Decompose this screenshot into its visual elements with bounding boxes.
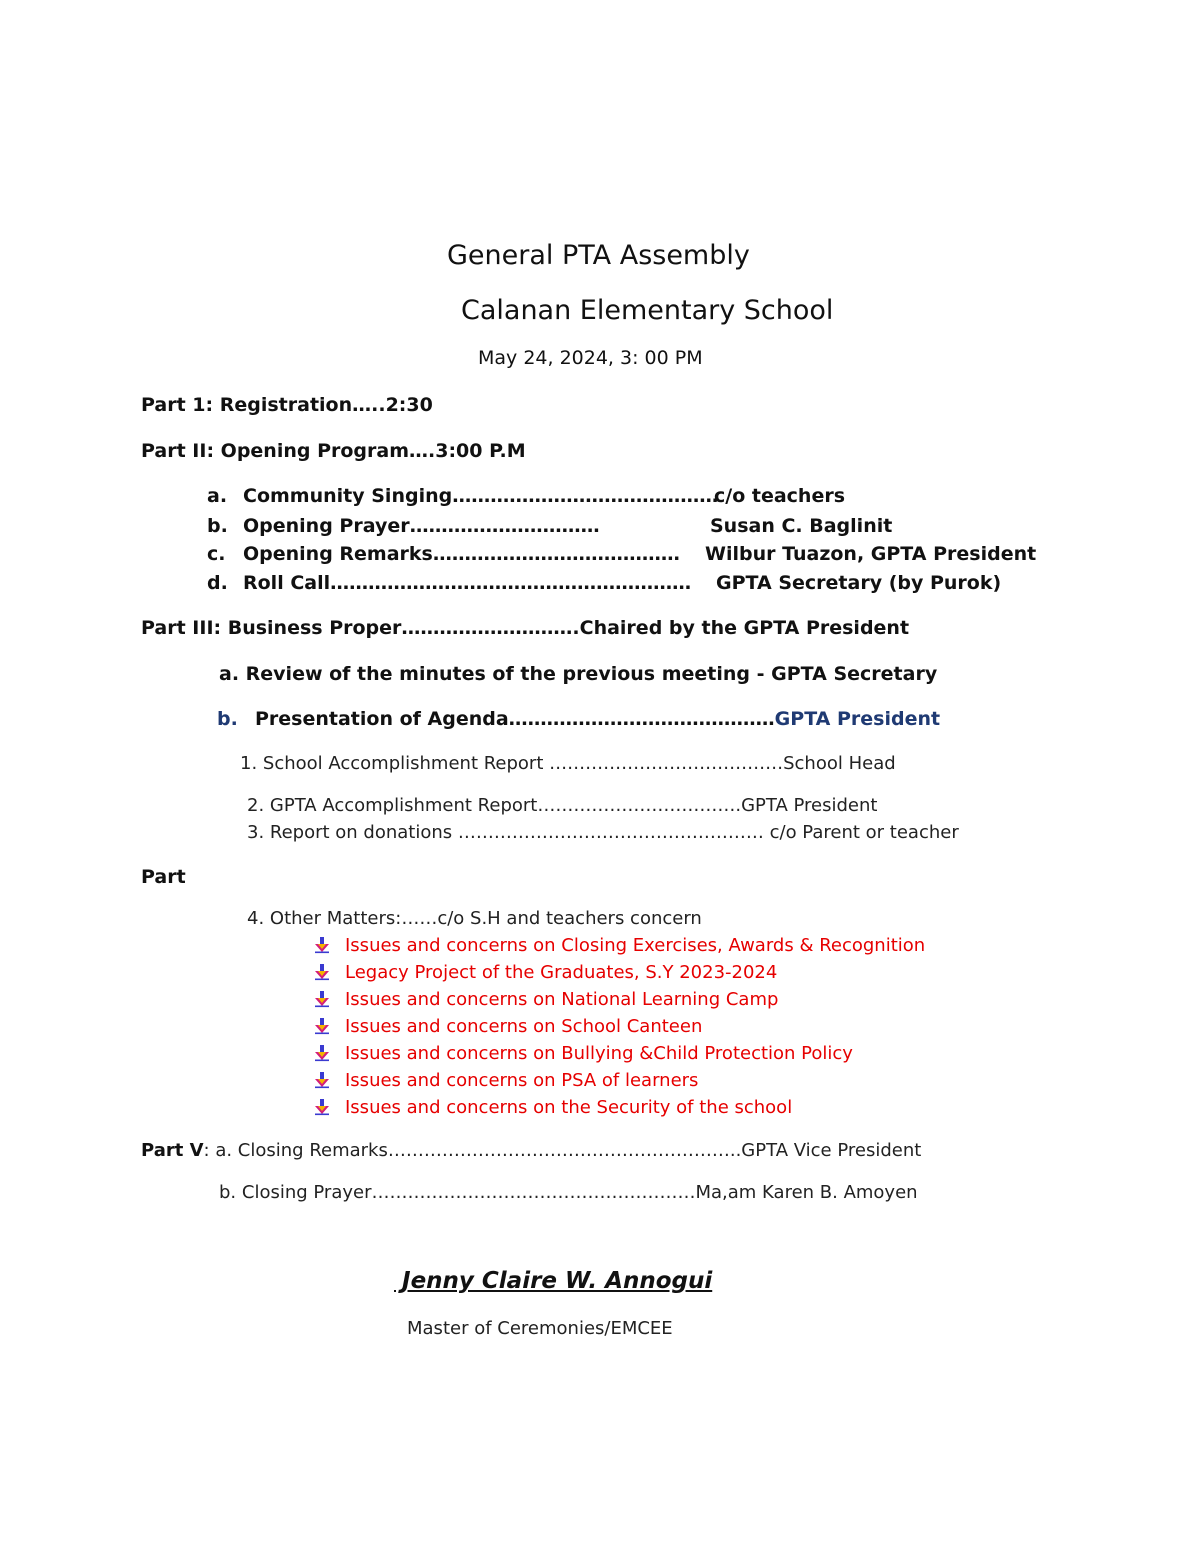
part-2-item-a-who: c/o teachers <box>714 485 846 507</box>
arrow-down-bullet-icon <box>313 1071 331 1089</box>
part-2-item-b-who: Susan C. Baglinit <box>710 515 893 537</box>
issue-text: Issues and concerns on Closing Exercises, Awards & Recognition <box>345 935 926 956</box>
part-3-line <box>141 619 909 638</box>
agenda-item-3: 3. Report on donations …………………………………………… c/o Parent or teacher <box>247 822 959 843</box>
part-2-item-a-text: Community Singing…………………………………… <box>243 485 719 507</box>
issue-item <box>313 963 777 982</box>
part-2-item-d-text: Roll Call………………………………………………… <box>243 572 692 594</box>
issue-item <box>313 1071 698 1090</box>
part-2-item-c-who: Wilbur Tuazon, GPTA President <box>705 543 1037 565</box>
part-3-item-a: a. Review of the minutes of the previous meeting - GPTA Secretary <box>219 663 938 685</box>
part-2-item-b-letter: b. <box>207 515 228 537</box>
issue-item <box>313 1098 792 1117</box>
part-1-line <box>141 396 433 415</box>
part-2-item-c-text: Opening Remarks………………………………… <box>243 543 680 565</box>
issue-text: Legacy Project of the Graduates, S.Y 2023-2024 <box>345 962 778 983</box>
part-3-text: : Business Proper……………………….Chaired by the GPTA President <box>213 617 910 639</box>
part-2-item-a-letter: a. <box>207 485 228 507</box>
issue-item <box>313 1017 702 1036</box>
issue-item <box>313 936 925 955</box>
part-1-text: : Registration…..2:30 <box>205 394 433 416</box>
part-2-item-d-letter: d. <box>207 572 228 594</box>
part-5-line-2: b. Closing Prayer………………………………………………Ma,am Karen B. Amoyen <box>219 1182 918 1203</box>
part-5-line-1-text: : a. Closing Remarks…………………………………………………..GPTA Vice President <box>203 1140 922 1161</box>
event-date: May 24, 2024, 3: 00 PM <box>478 347 703 369</box>
arrow-down-bullet-icon <box>313 963 331 981</box>
part-3-item-b-who: GPTA President <box>774 708 941 730</box>
emcee-name: Jenny Claire W. Annogui <box>394 1268 713 1294</box>
arrow-down-bullet-icon <box>313 936 331 954</box>
part-2-line <box>141 442 526 461</box>
issue-text: Issues and concerns on School Canteen <box>345 1016 703 1037</box>
document-title: General PTA Assembly <box>447 240 750 271</box>
issue-item <box>313 990 778 1009</box>
part-2-label: Part II <box>141 440 207 462</box>
agenda-item-2: 2. GPTA Accomplishment Report…………………………….GPTA President <box>247 795 878 816</box>
school-name: Calanan Elementary School <box>461 295 834 326</box>
other-matters: 4. Other Matters:……c/o S.H and teachers concern <box>247 908 702 929</box>
issue-text: Issues and concerns on the Security of the school <box>345 1097 793 1118</box>
part-2-item-d-who: GPTA Secretary (by Purok) <box>716 572 1002 594</box>
part-5-label: Part V <box>141 1140 204 1161</box>
issue-text: Issues and concerns on National Learning Camp <box>345 989 779 1010</box>
issue-item <box>313 1044 853 1063</box>
emcee-role: Master of Ceremonies/EMCEE <box>407 1318 673 1339</box>
arrow-down-bullet-icon <box>313 990 331 1008</box>
part-3-item-b-text: Presentation of Agenda…………………………………… <box>255 708 775 730</box>
issue-text: Issues and concerns on Bullying &Child Protection Policy <box>345 1043 853 1064</box>
arrow-down-bullet-icon <box>313 1098 331 1116</box>
part-3-item-b-line <box>255 710 940 729</box>
issue-text: Issues and concerns on PSA of learners <box>345 1070 699 1091</box>
part-2-item-b-text: Opening Prayer………………………… <box>243 515 600 537</box>
part-3-item-b-letter: b. <box>217 708 238 730</box>
agenda-item-1: 1. School Accomplishment Report …………………………………School Head <box>240 753 896 774</box>
part-5-line-1 <box>141 1142 921 1160</box>
part-2-text: : Opening Program….3:00 P.M <box>206 440 526 462</box>
arrow-down-bullet-icon <box>313 1017 331 1035</box>
part-2-item-c-letter: c. <box>207 543 226 565</box>
arrow-down-bullet-icon <box>313 1044 331 1062</box>
part-1-label: Part 1 <box>141 394 206 416</box>
part-3-label: Part III <box>141 617 214 639</box>
part-4-label: Part <box>141 866 186 888</box>
